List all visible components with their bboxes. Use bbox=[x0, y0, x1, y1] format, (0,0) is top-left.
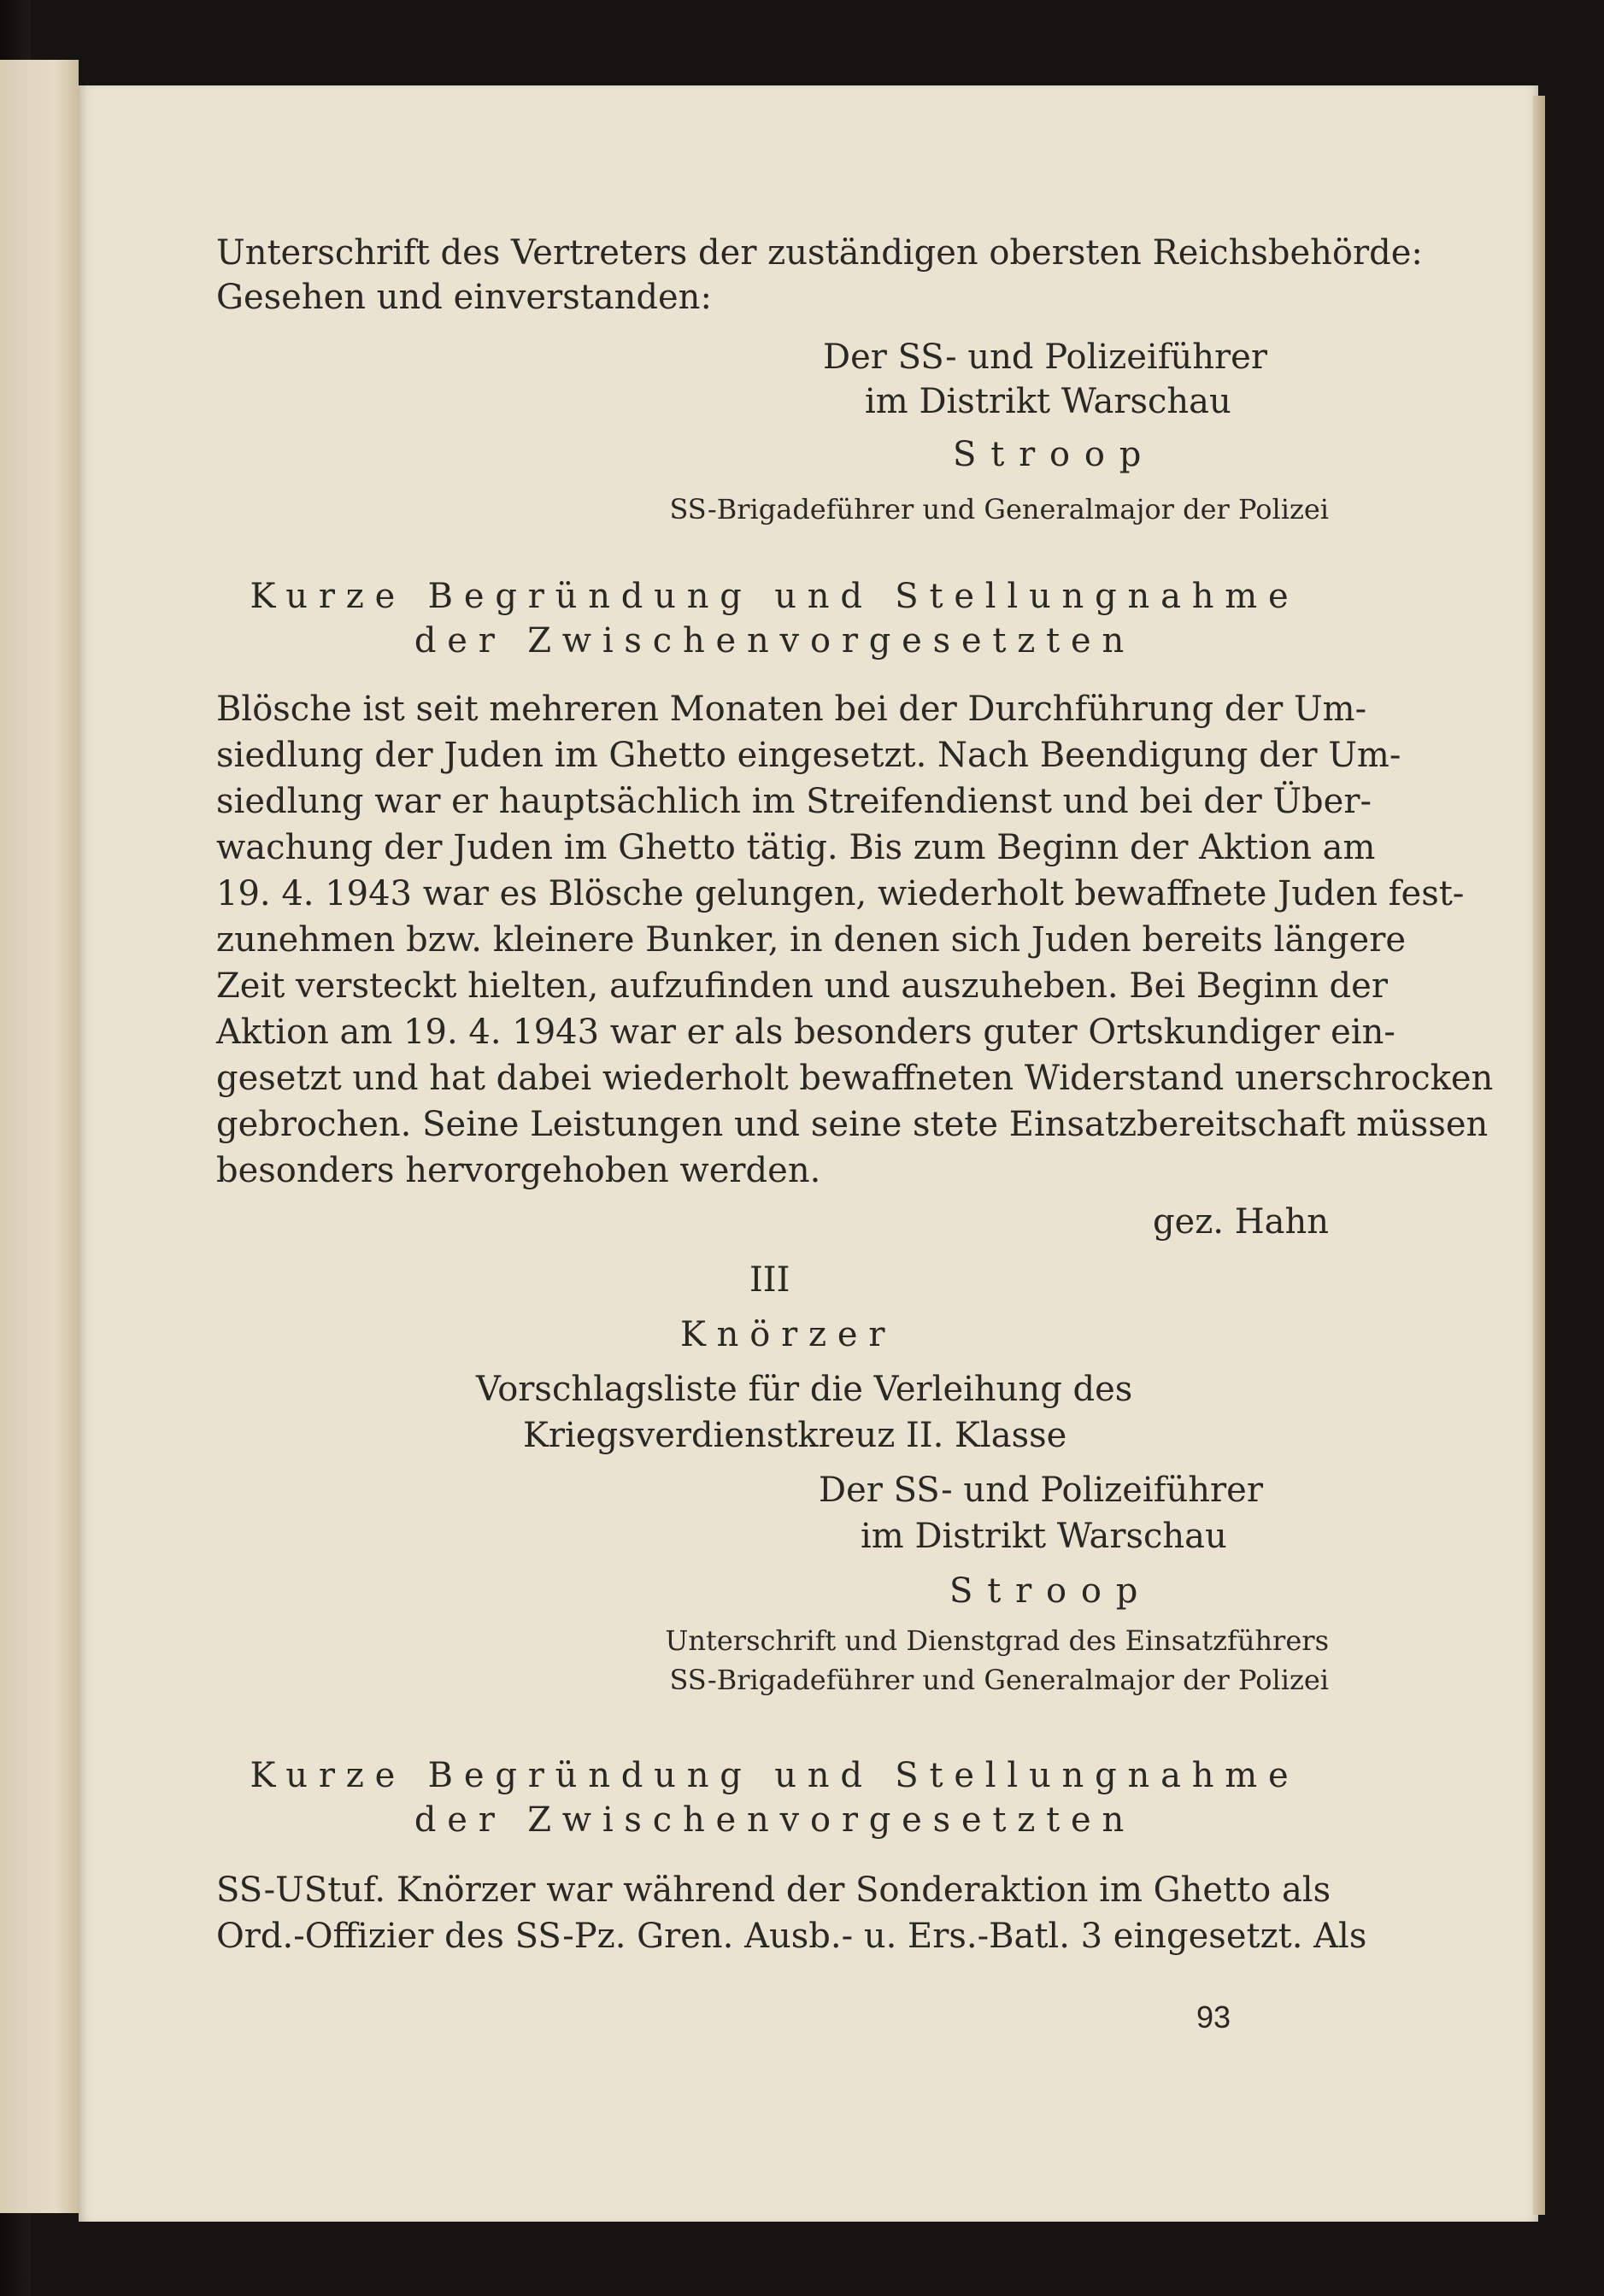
sig2-name: Stroop bbox=[949, 1571, 1153, 1611]
para1-line: wachung der Juden im Ghetto tätig. Bis zum Beginn der Aktion am bbox=[216, 828, 1376, 867]
sig1-district: im Distrikt Warschau bbox=[865, 382, 1231, 421]
para2-line: Ord.-Offizier des SS-Pz. Gren. Ausb.- u. Ers.-Batl. 3 eingesetzt. Als bbox=[216, 1917, 1367, 1956]
sig2-title: Der SS- und Polizeiführer bbox=[819, 1471, 1263, 1510]
sig1-title: Der SS- und Polizeiführer bbox=[823, 338, 1267, 377]
section-number: III bbox=[749, 1260, 790, 1300]
section-title-line2: Kriegsverdienstkreuz II. Klasse bbox=[523, 1416, 1067, 1455]
para1-line: zunehmen bzw. kleinere Bunker, in denen sich Juden bereits längere bbox=[216, 920, 1406, 960]
para1-line: siedlung der Juden im Ghetto eingesetzt. Nach Beendigung der Um- bbox=[216, 736, 1401, 775]
para1-line: gebrochen. Seine Leistungen und seine stete Einsatzbereitschaft müssen bbox=[216, 1105, 1489, 1144]
section-title-line1: Vorschlagsliste für die Verleihung des bbox=[476, 1370, 1133, 1409]
para1-line: 19. 4. 1943 war es Blösche gelungen, wiederholt bewaffnete Juden fest- bbox=[216, 874, 1465, 913]
para1-line: gesetzt und hat dabei wiederholt bewaffneten Widerstand unerschrocken bbox=[216, 1059, 1494, 1098]
para1-line: besonders hervorgehoben werden. bbox=[216, 1151, 821, 1190]
section-name: Knörzer bbox=[680, 1315, 896, 1354]
previous-page-edge bbox=[0, 60, 79, 2213]
sig2-rank: SS-Brigadeführer und Generalmajor der Polizei bbox=[669, 1664, 1329, 1696]
heading1-line2: der Zwischenvorgesetzten bbox=[414, 621, 1136, 661]
para1-line: Zeit versteckt hielten, aufzufinden und auszuheben. Bei Beginn der bbox=[216, 966, 1388, 1006]
para1-line: siedlung war er hauptsächlich im Streifendienst und bei der Über- bbox=[216, 782, 1372, 821]
para1-line: Aktion am 19. 4. 1943 war er als besonders guter Ortskundiger ein- bbox=[216, 1013, 1395, 1052]
heading2-line1: Kurze Begründung und Stellungnahme bbox=[250, 1756, 1300, 1795]
heading1-line1: Kurze Begründung und Stellungnahme bbox=[250, 577, 1300, 616]
para1-signed: gez. Hahn bbox=[1152, 1202, 1329, 1242]
heading2-line2: der Zwischenvorgesetzten bbox=[414, 1800, 1136, 1840]
signature-authority-line: Unterschrift des Vertreters der zuständigen obersten Reichsbehörde: bbox=[216, 233, 1423, 273]
approval-line: Gesehen und einverstanden: bbox=[216, 278, 712, 317]
sig2-district: im Distrikt Warschau bbox=[861, 1517, 1227, 1556]
sig2-caption: Unterschrift und Dienstgrad des Einsatzführers bbox=[665, 1624, 1329, 1657]
page-stack-edge bbox=[1533, 96, 1545, 2215]
sig1-rank: SS-Brigadeführer und Generalmajor der Polizei bbox=[669, 493, 1329, 526]
sig1-name: Stroop bbox=[953, 435, 1156, 474]
para1-line: Blösche ist seit mehreren Monaten bei der Durchführung der Um- bbox=[216, 690, 1367, 729]
para2-line: SS-UStuf. Knörzer war während der Sonderaktion im Ghetto als bbox=[216, 1870, 1331, 1910]
page-number: 93 bbox=[1196, 1999, 1231, 2035]
